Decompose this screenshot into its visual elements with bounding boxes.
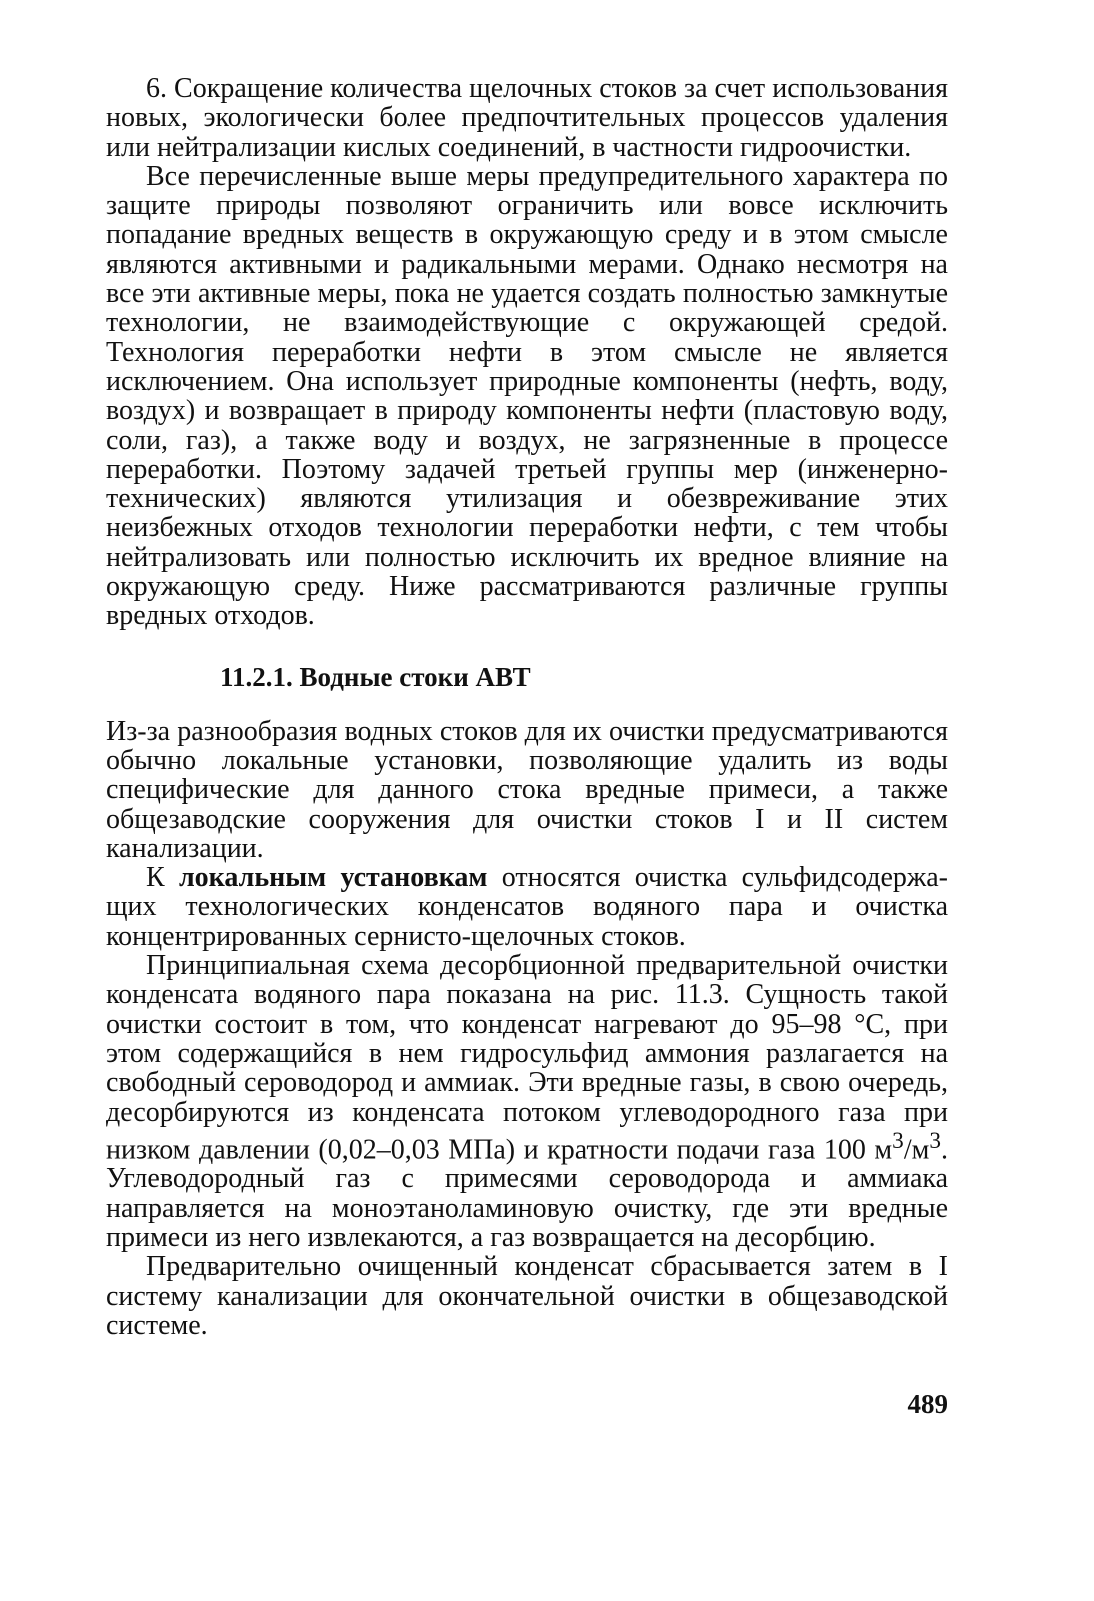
paragraph-desorption-part3: . Углеводородный газ с примесями сероводорода и аммиака направляется на моноэтаноламиновую очистку, где эти вредные примеси из него извлекаются, а газ возвращается на десорбцию. <box>106 1134 948 1254</box>
paragraph-measures-summary: Все перечисленные выше меры предупредительного характера по защите природы позволяют ограничить или вовсе исключить попадание вредных веществ в окружающую среду и в этом смысле являются активными и радикальными мерами. Однако несмотря на все эти активные меры, пока не удается создать полностью замкнутые технологии, не взаимодействующие с окружающей средой. Технология переработки нефти в этом смысле не является исключением. Она использует природные компоненты (нефть, воду, воздух) и возвращает в природу компоненты нефти (пластовую воду, соли, газ), а также воду и воздух, не загрязненные в процессе переработки. Поэтому задачей третьей группы мер (инженерно-технических) являются утилизация и обезвреживание этих неизбежных отходов технологии переработки нефти, с тем чтобы нейтрализовать или полностью исключить их вредное влияние на окружающую среду. Ниже рассматриваются различные группы вредных отходов. <box>106 160 948 632</box>
page-body <box>106 74 948 1340</box>
paragraph-section-intro: Из-за разнообразия водных стоков для их очистки предусматриваются обычно локальные установки, позволяющие удалить из воды специфические для данного стока вредные примеси, а также общезаводские сооружения для очистки стоков I и II систем канализации. <box>106 715 948 864</box>
paragraph-pretreated-condensate: Предварительно очищенный конденсат сбрасывается затем в I систему канализации для окончательной очистки в общезаводской системе. <box>106 1251 948 1341</box>
superscript-cubed: 3 <box>929 1127 941 1154</box>
paragraph-local-rest: относятся очистка сульфидсодержащих технологических конденсатов водяного пара и очистка концентрированных сернисто-щелочных стоков. <box>106 862 948 952</box>
superscript-cubed: 3 <box>892 1127 904 1154</box>
paragraph-local-prefix: К <box>146 862 179 894</box>
paragraph-desorption-part2: /м <box>903 1134 930 1166</box>
paragraph-desorption-part1: Принципиальная схема десорбционной предварительной очистки конденсата водяного пара показана на рис. 11.3. Сущность такой очистки состоит в том, что конденсат нагревают до 95–98 °С, при этом содержащийся в нем гидросульфид аммония разлагается на свободный сероводород и аммиак. Эти вредные газы, в свою очередь, десорбируются из конденсата потоком углеводородного газа при низком давлении (0,02–0,03 МПа) и кратности подачи газа 100 м <box>106 950 948 1166</box>
paragraph-item-6: 6. Сокращение количества щелочных стоков за счет использования новых, экологически более предпочтительных процессов удаления или нейтрализации кислых соединений, в частности гидроочистки. <box>106 73 948 163</box>
paragraph-local-installations <box>106 863 948 951</box>
page-number: 489 <box>907 1389 948 1419</box>
paragraph-desorption-scheme <box>106 951 948 1252</box>
term-local-installations: локальным установкам <box>178 862 488 894</box>
section-heading: 11.2.1. Водные стоки АВТ <box>220 661 531 692</box>
